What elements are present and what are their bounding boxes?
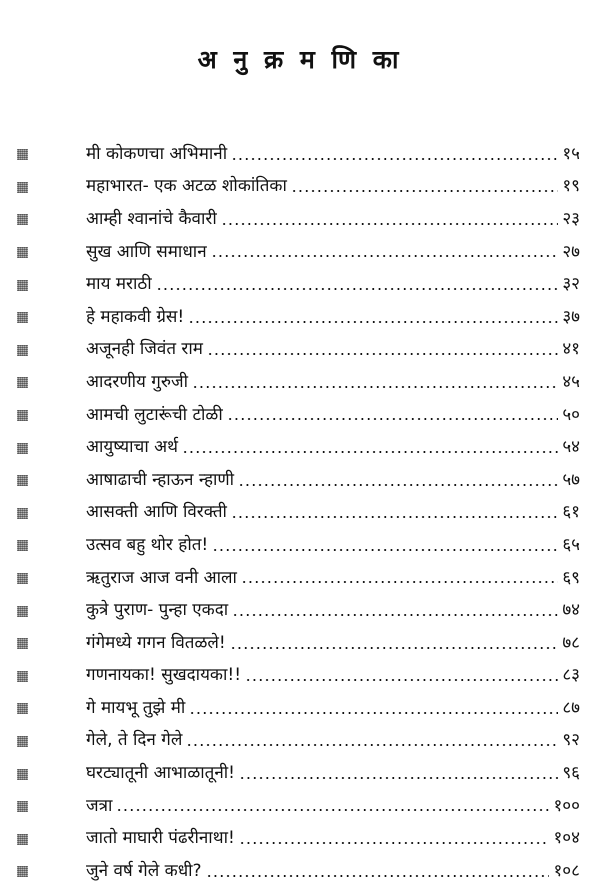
toc-entry-title: घरट्यातूनी आभाळातूनी! <box>86 763 235 784</box>
dot-leader <box>239 775 558 781</box>
toc-page-number: १५ <box>562 143 580 164</box>
dot-leader <box>227 416 559 422</box>
toc-entry <box>0 366 600 399</box>
toc-page-number: ५४ <box>562 437 580 458</box>
toc-page-number: ८७ <box>562 697 580 718</box>
toc-entry <box>0 562 600 595</box>
toc-entry <box>0 757 600 790</box>
toc-page-number: ७८ <box>562 632 580 653</box>
toc-entry <box>0 725 600 758</box>
table-of-contents <box>0 138 600 888</box>
toc-entry-title: जातो माघारी पंढरीनाथा! <box>86 828 235 849</box>
dot-leader <box>230 645 559 651</box>
toc-entry-title: आम्ही श्वानांचे कैवारी <box>86 208 217 229</box>
toc-entry <box>0 594 600 627</box>
square-bullet-icon <box>17 312 28 323</box>
square-bullet-icon <box>17 638 28 649</box>
square-bullet-icon <box>17 736 28 747</box>
dot-leader <box>156 286 559 292</box>
toc-entry <box>0 203 600 236</box>
toc-entry-line <box>86 366 580 399</box>
dot-leader <box>186 742 558 748</box>
toc-entry-line <box>86 660 580 693</box>
dot-leader <box>245 677 558 683</box>
dot-leader <box>241 579 558 585</box>
toc-entry-line <box>86 692 580 725</box>
toc-entry-line <box>86 725 580 758</box>
square-bullet-icon <box>17 866 28 877</box>
dot-leader <box>231 156 558 162</box>
square-bullet-icon <box>17 508 28 519</box>
square-bullet-icon <box>17 769 28 780</box>
toc-entry-line <box>86 757 580 790</box>
toc-entry-title: गणनायका! सुखदायका!! <box>86 665 242 686</box>
toc-page-number: ४५ <box>562 371 580 392</box>
square-bullet-icon <box>17 345 28 356</box>
toc-page-number: ६५ <box>562 534 580 555</box>
toc-entry <box>0 399 600 432</box>
dot-leader <box>188 319 558 325</box>
toc-entry <box>0 822 600 855</box>
dot-leader <box>206 873 550 879</box>
square-bullet-icon <box>17 280 28 291</box>
toc-entry-title: हे महाकवी ग्रेस! <box>86 306 185 327</box>
toc-entry-title: आदरणीय गुरुजी <box>86 371 189 392</box>
square-bullet-icon <box>17 247 28 258</box>
toc-entry <box>0 855 600 888</box>
square-bullet-icon <box>17 214 28 225</box>
toc-entry-line <box>86 822 580 855</box>
toc-entry-title: मी कोकणचा अभिमानी <box>86 143 228 164</box>
toc-entry <box>0 497 600 530</box>
dot-leader <box>221 221 559 227</box>
square-bullet-icon <box>17 606 28 617</box>
toc-entry-line <box>86 529 580 562</box>
toc-entry-line <box>86 203 580 236</box>
toc-entry-line <box>86 562 580 595</box>
toc-entry <box>0 431 600 464</box>
toc-entry-title: जत्रा <box>86 795 113 816</box>
square-bullet-icon <box>17 834 28 845</box>
toc-entry-line <box>86 268 580 301</box>
toc-entry-line <box>86 497 580 530</box>
toc-page-number: ७४ <box>562 600 580 621</box>
toc-page-number: २३ <box>562 208 580 229</box>
toc-entry <box>0 138 600 171</box>
dot-leader <box>189 710 558 716</box>
toc-entry <box>0 529 600 562</box>
toc-entry-line <box>86 301 580 334</box>
toc-page-number: २७ <box>562 241 580 262</box>
dot-leader <box>291 188 558 194</box>
toc-entry-title: माय मराठी <box>86 274 152 295</box>
dot-leader <box>207 351 558 357</box>
toc-entry-title: आयुष्याचा अर्थ <box>86 437 178 458</box>
toc-page-number: ६९ <box>562 567 580 588</box>
dot-leader <box>239 840 550 846</box>
square-bullet-icon <box>17 475 28 486</box>
square-bullet-icon <box>17 540 28 551</box>
toc-entry <box>0 692 600 725</box>
toc-entry-line <box>86 627 580 660</box>
toc-entry-title: कुत्रे पुराण- पुन्हा एकदा <box>86 600 229 621</box>
toc-entry-title: ऋतुराज आज वनी आला <box>86 567 237 588</box>
toc-entry-title: सुख आणि समाधान <box>86 241 207 262</box>
toc-entry-title: गेले, ते दिन गेले <box>86 730 183 751</box>
toc-page-number: ९६ <box>562 763 580 784</box>
toc-entry-title: गंगेमध्ये गगन वितळले! <box>86 632 226 653</box>
toc-entry-title: आसक्ती आणि विरक्ती <box>86 502 227 523</box>
square-bullet-icon <box>17 703 28 714</box>
toc-page-number: ९२ <box>562 730 580 751</box>
toc-page-number: १०८ <box>553 860 580 881</box>
dot-leader <box>192 384 558 390</box>
square-bullet-icon <box>17 182 28 193</box>
toc-entry-title: जुने वर्ष गेले कधी? <box>86 860 202 881</box>
toc-page-number: ४१ <box>562 339 580 360</box>
square-bullet-icon <box>17 149 28 160</box>
toc-entry <box>0 268 600 301</box>
toc-page-number: १९ <box>562 176 580 197</box>
toc-page-number: ८३ <box>562 665 580 686</box>
toc-page-number: ६१ <box>562 502 580 523</box>
toc-entry <box>0 627 600 660</box>
dot-leader <box>211 253 559 259</box>
dot-leader <box>232 612 558 618</box>
toc-entry-line <box>86 399 580 432</box>
toc-entry-line <box>86 855 580 888</box>
square-bullet-icon <box>17 801 28 812</box>
toc-entry <box>0 660 600 693</box>
dot-leader <box>212 547 558 553</box>
square-bullet-icon <box>17 573 28 584</box>
toc-page-number: ३२ <box>562 274 580 295</box>
dot-leader <box>182 449 558 455</box>
dot-leader <box>231 514 558 520</box>
toc-page-number: १०४ <box>553 828 580 849</box>
toc-entry-line <box>86 790 580 823</box>
square-bullet-icon <box>17 671 28 682</box>
toc-entry <box>0 334 600 367</box>
toc-entry-title: आमची लुटारूंची टोळी <box>86 404 223 425</box>
toc-page-number: ३७ <box>562 306 580 327</box>
toc-entry-title: उत्सव बहु थोर होत! <box>86 534 209 555</box>
dot-leader <box>238 482 558 488</box>
toc-page-number: ५७ <box>562 469 580 490</box>
toc-page-number: ५० <box>562 404 580 425</box>
square-bullet-icon <box>17 443 28 454</box>
toc-entry-line <box>86 431 580 464</box>
toc-entry-line <box>86 138 580 171</box>
toc-entry-title: अजूनही जिवंत राम <box>86 339 203 360</box>
toc-entry-line <box>86 464 580 497</box>
dot-leader <box>116 807 549 813</box>
toc-entry-title: गे मायभू तुझे मी <box>86 697 186 718</box>
toc-entry-title: आषाढाची न्हाऊन न्हाणी <box>86 469 235 490</box>
toc-entry-line <box>86 236 580 269</box>
square-bullet-icon <box>17 377 28 388</box>
toc-page-number: १०० <box>553 795 580 816</box>
toc-entry <box>0 171 600 204</box>
toc-entry-line <box>86 334 580 367</box>
toc-entry <box>0 464 600 497</box>
square-bullet-icon <box>17 410 28 421</box>
toc-entry <box>0 790 600 823</box>
toc-entry-title: महाभारत- एक अटळ शोकांतिका <box>86 176 287 197</box>
toc-entry <box>0 301 600 334</box>
page-title: अ नु क्र म णि का <box>197 45 403 74</box>
toc-entry-line <box>86 171 580 204</box>
toc-entry-line <box>86 594 580 627</box>
toc-entry <box>0 236 600 269</box>
